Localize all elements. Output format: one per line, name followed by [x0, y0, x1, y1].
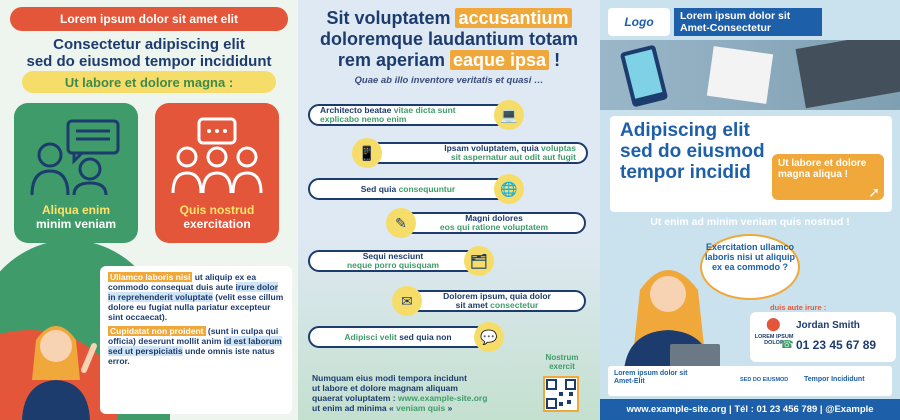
- middle-title-1b: accusantium: [455, 8, 571, 28]
- tagline: Ut enim ad minim veniam quis nostrud !: [650, 216, 850, 228]
- middle-title-3b: eaque ipsa: [450, 50, 549, 70]
- footer-url-link[interactable]: www.example-site.org: [397, 393, 488, 403]
- step-5-b: neque porro quisquam: [346, 260, 440, 270]
- group-chat-icon: [169, 117, 265, 197]
- partner-community-logo: Lorem ipsum dolor sit Amet-Elit: [614, 370, 688, 385]
- info-paragraph-2: [108, 326, 284, 366]
- footer-line-4a: ut enim ad minima «: [312, 403, 394, 413]
- partner-region-logo: Tempor Incididunt: [804, 376, 865, 383]
- community-name-line-1: Lorem ipsum dolor sit: [680, 10, 791, 22]
- contact-role: LOREM IPSUM DOLOR: [754, 334, 794, 346]
- middle-title-2: doloremque laudantium totam: [319, 29, 578, 49]
- step-1-a: Architecto beatae: [320, 105, 392, 115]
- card-b-line-2: exercitation: [183, 217, 251, 231]
- step-5-a: Sequi nesciunt: [362, 251, 424, 261]
- community-name-line-2: Amet-Consectetur: [680, 22, 772, 34]
- laptop-icon: 💻: [494, 100, 524, 130]
- promo-text: Ut labore et dolore magna aliqua !: [778, 158, 867, 180]
- middle-title: [298, 8, 600, 71]
- info-paragraph-1: [108, 272, 284, 322]
- left-subtitle: [0, 36, 298, 70]
- step-2-a: Ipsam voluptatem, quia: [444, 143, 539, 153]
- info-p1-highlight: Ullamco laboris nisi: [110, 272, 191, 282]
- left-panel: [0, 0, 298, 420]
- card-b-line-1: Quis nostrud: [179, 203, 255, 217]
- step-1-b: vitae dicta sunt: [393, 105, 456, 115]
- card-a: [14, 103, 138, 243]
- phone-icon: ☎: [780, 339, 794, 351]
- step-6-c: consectetur: [490, 300, 539, 310]
- step-6: [401, 290, 586, 312]
- step-3-b: consequuntur: [398, 183, 456, 194]
- middle-title-1a: Sit voluptatem: [326, 8, 451, 28]
- left-subtitle-line-2: sed do eiusmod tempor incididunt: [26, 53, 272, 70]
- step-4-b: eos qui ratione voluptatem: [439, 222, 549, 232]
- qr-code-icon[interactable]: [543, 376, 579, 412]
- contact-card: [750, 303, 896, 362]
- partner-republic-logo: SED DO EIUSMOD: [740, 377, 789, 383]
- info-p1-c: (velit esse cillum dolore eu fugiat nulla pariatur excepteur sint occaecat).: [108, 292, 284, 322]
- middle-panel: [298, 0, 600, 420]
- edit-content-icon: ✎: [386, 208, 416, 238]
- card-b-caption: [155, 203, 279, 231]
- middle-intro: Quae ab illo inventore veritatis et quasi …: [354, 75, 544, 86]
- document-stamp-icon: 🗂: [464, 246, 494, 276]
- middle-footer: [312, 373, 512, 413]
- card-b: [155, 103, 279, 243]
- scan-label: Nostrum exercit: [545, 353, 579, 371]
- right-panel: [600, 0, 900, 420]
- step-7-b: sed quia non: [399, 331, 452, 342]
- step-6-a: Dolorem ipsum, quia dolor: [443, 291, 551, 301]
- contact-phone[interactable]: 01 23 45 67 89: [796, 338, 877, 352]
- speech-bubble: Exercitation ullamco laboris nisi ut aliquip ex ea commodo ?: [700, 234, 800, 300]
- main-title-line-1: Adipiscing elit: [620, 120, 750, 141]
- contact-kicker: duis aute irure :: [770, 303, 827, 312]
- step-7-a: Adipisci velit: [344, 331, 397, 342]
- step-1: [308, 104, 518, 126]
- left-subtitle-line-1: Consectetur adipiscing elit: [53, 36, 245, 53]
- middle-title-3c: !: [554, 50, 561, 70]
- person-speech-icon: [28, 117, 124, 197]
- card-a-line-2: minim veniam: [35, 217, 117, 231]
- main-title-line-2: sed do eiusmod: [620, 141, 765, 162]
- step-4: [395, 212, 586, 234]
- info-p2-a: (sunt in culpa qui officia): [108, 326, 279, 346]
- info-p2-d: unde omnis iste natus error.: [108, 346, 275, 366]
- step-1-c: explicabo nemo enim: [320, 114, 407, 124]
- left-lead: Ut labore et dolore magna :: [22, 71, 276, 93]
- info-p1-b: irure dolor in reprehenderit voluptate: [108, 282, 279, 302]
- card-a-caption: [14, 203, 138, 231]
- main-title-line-3: tempor incidid: [620, 162, 751, 183]
- promo-badge: [772, 154, 884, 200]
- step-2: [358, 142, 588, 164]
- location-pin-icon: ⬤: [766, 316, 781, 331]
- step-3: [308, 178, 518, 200]
- chat-bubbles-icon: 💬: [474, 322, 504, 352]
- woman-illustration: [14, 310, 98, 420]
- left-header: Lorem ipsum dolor sit amet elit: [10, 7, 288, 31]
- footer-line-1: Numquam eius modi tempora incidunt: [312, 373, 467, 383]
- footer-section-link[interactable]: veniam quis: [396, 403, 446, 413]
- step-2-c: sit aspernatur aut odit aut fugit: [450, 152, 576, 162]
- footer-line-4c: »: [447, 403, 453, 413]
- step-4-a: Magni dolores: [465, 213, 523, 223]
- step-3-a: Sed quia: [360, 183, 397, 194]
- footer-contact-bar: www.example-site.org | Tél : 01 23 456 789 | @Example: [600, 399, 900, 420]
- middle-title-3a: rem aperiam: [337, 50, 445, 70]
- brand-logo: Logo: [608, 8, 670, 36]
- step-6-b: sit amet: [455, 300, 488, 310]
- step-2-b: voluptas: [541, 143, 576, 153]
- info-p1-a: ut aliquip ex ea commodo consequat duis aute: [108, 272, 257, 292]
- main-title: [620, 120, 790, 183]
- smartphone-tablet-icon: 📱: [352, 138, 382, 168]
- partner-logos: [608, 366, 892, 396]
- card-a-line-1: Aliqua enim: [41, 203, 110, 217]
- info-p2-c: id est laborum sed ut perspiciatis: [108, 336, 282, 356]
- mail-icon: ✉: [392, 286, 422, 316]
- contact-name: Jordan Smith: [796, 320, 860, 331]
- community-name: [674, 8, 822, 36]
- step-7: [308, 326, 498, 348]
- step-5: [308, 250, 488, 272]
- desk-illustration: [600, 40, 900, 110]
- cursor-click-icon: ➚: [868, 184, 880, 200]
- info-p2-b: deserunt mollit anim: [138, 336, 222, 346]
- globe-icon: 🌐: [494, 174, 524, 204]
- footer-line-2: ut labore et dolore magnam aliquam: [312, 383, 458, 393]
- info-p2-highlight: Cupidatat non proident: [110, 326, 204, 336]
- footer-line-3: quaerat voluptatem :: [312, 393, 396, 403]
- info-box: [100, 266, 292, 414]
